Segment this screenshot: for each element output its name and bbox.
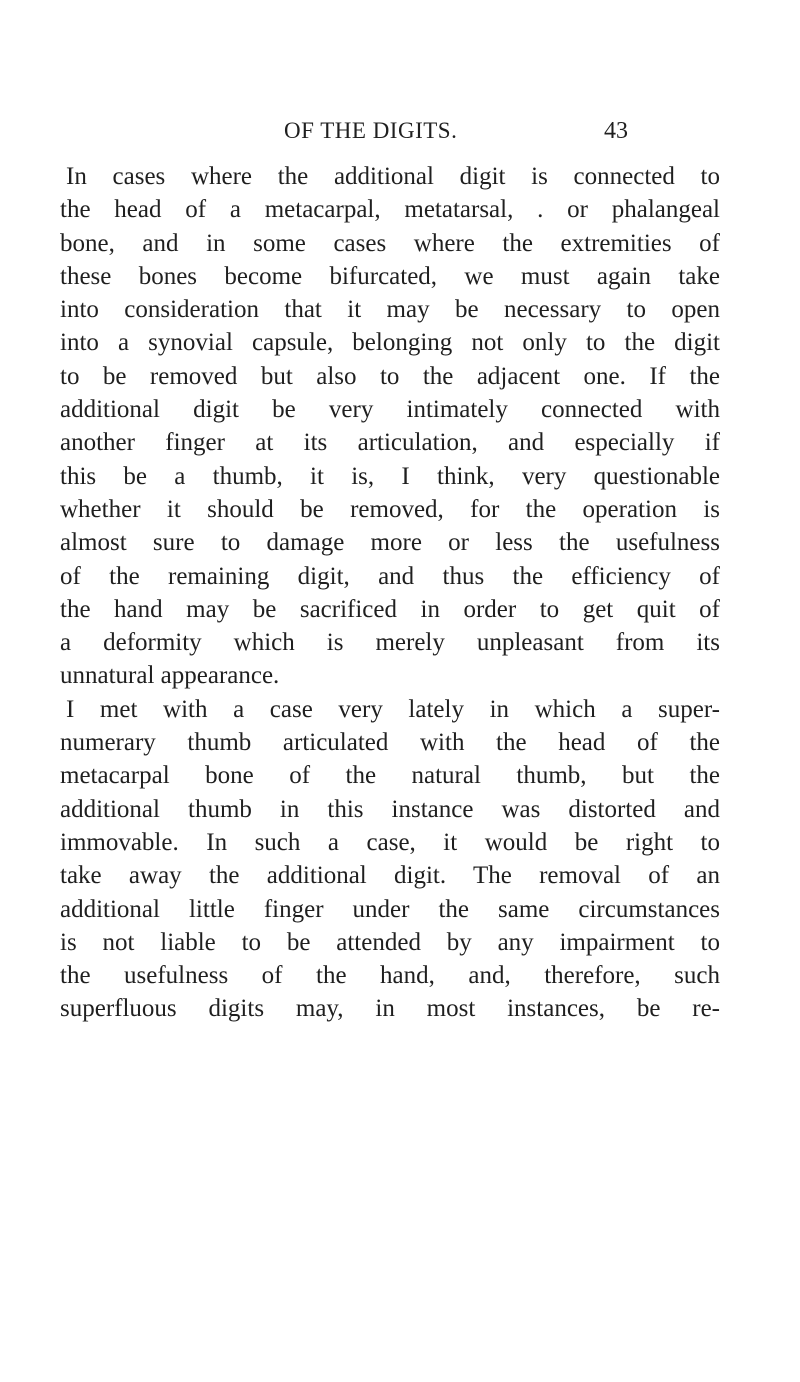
text-line: these bones become bifurcated, we must again take — [60, 262, 720, 290]
text-line: into a synovial capsule, belonging not only to the digit — [60, 329, 720, 357]
text-line: immovable. In such a case, it would be right to — [60, 828, 720, 856]
page-number: 43 — [604, 118, 628, 144]
text-line: the usefulness of the hand, and, therefore, such — [60, 962, 720, 990]
text-line: is not liable to be attended by any impairment to — [60, 928, 720, 956]
text-line: numerary thumb articulated with the head of the — [60, 729, 720, 757]
text-line: superfluous digits may, in most instances, be re- — [60, 995, 720, 1023]
text-line: additional thumb in this instance was distorted and — [60, 795, 720, 823]
text-line: the hand may be sacrificed in order to get quit of — [60, 595, 720, 623]
text-line: a deformity which is merely unpleasant from its — [60, 629, 720, 657]
text-line: of the remaining digit, and thus the efficiency of — [60, 562, 720, 590]
text-line: bone, and in some cases where the extremities of — [60, 229, 720, 257]
text-line: whether it should be removed, for the operation is — [60, 495, 720, 523]
text-line: another finger at its articulation, and especially if — [60, 429, 720, 457]
text-line: to be removed but also to the adjacent one. If the — [60, 362, 720, 390]
text-line: almost sure to damage more or less the usefulness — [60, 529, 720, 557]
body-text — [60, 160, 720, 1026]
text-line: this be a thumb, it is, I think, very questionable — [60, 462, 720, 490]
running-header — [0, 118, 800, 148]
paragraph-2 — [60, 693, 720, 1026]
text-line: additional little finger under the same circumstances — [60, 895, 720, 923]
text-line: additional digit be very intimately connected with — [60, 396, 720, 424]
running-title: OF THE DIGITS. — [284, 118, 458, 143]
text-line: metacarpal bone of the natural thumb, but the — [60, 762, 720, 790]
text-line: take away the additional digit. The removal of an — [60, 862, 720, 890]
text-line: unnatural appearance. — [60, 662, 280, 690]
text-line: In cases where the additional digit is connected to — [66, 163, 720, 190]
text-line: the head of a metacarpal, metatarsal, . or phalangeal — [60, 196, 720, 224]
text-line: into consideration that it may be necessary to open — [60, 296, 720, 324]
text-line: I met with a case very lately in which a super- — [66, 695, 720, 723]
paragraph-1 — [60, 160, 720, 693]
